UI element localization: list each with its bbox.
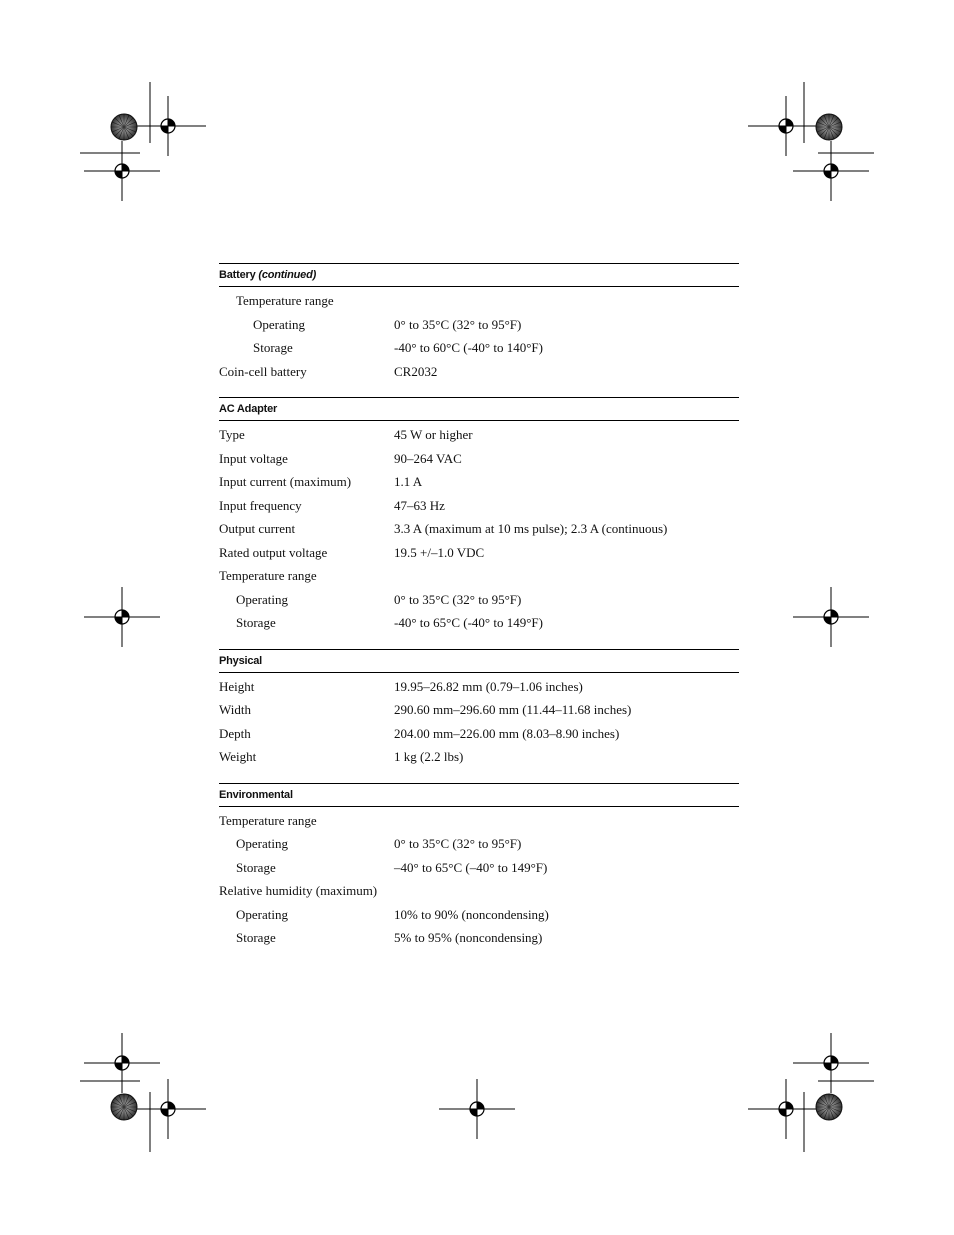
spec-value: 290.60 mm–296.60 mm (11.44–11.68 inches) xyxy=(394,702,632,717)
spec-label: Storage xyxy=(236,615,276,630)
spec-row xyxy=(219,588,739,612)
spec-row xyxy=(219,336,739,360)
spec-label: Input frequency xyxy=(219,497,302,513)
spec-value: –40° to 65°C (–40° to 149°F) xyxy=(394,859,548,875)
spec-value: 3.3 A (maximum at 10 ms pulse); 2.3 A (continuous) xyxy=(394,521,668,536)
spec-value xyxy=(394,289,739,313)
spec-value: 47–63 Hz xyxy=(394,497,445,513)
section-title: Physical xyxy=(219,654,263,667)
spec-value: 19.95–26.82 mm (0.79–1.06 inches) xyxy=(394,678,583,694)
spec-value: 19.5 +/–1.0 VDC xyxy=(394,544,485,560)
spec-value: 1.1 A xyxy=(394,474,423,489)
spec-value: CR2032 xyxy=(394,363,438,379)
section-title-suffix: (continued) xyxy=(258,269,317,281)
spec-value: 0° to 35°C (32° to 95°F) xyxy=(394,591,522,607)
spec-section xyxy=(219,263,739,383)
spec-row xyxy=(219,698,739,722)
spec-label: Rated output voltage xyxy=(219,544,328,560)
spec-section xyxy=(219,649,739,769)
spec-value: 0° to 35°C (32° to 95°F) xyxy=(394,836,522,851)
spec-value: 204.00 mm–226.00 mm (8.03–8.90 inches) xyxy=(394,725,620,741)
spec-row xyxy=(219,879,739,903)
spec-label: Temperature range xyxy=(236,293,334,308)
spec-row xyxy=(219,611,739,635)
spec-label: Temperature range xyxy=(219,568,317,583)
spec-row xyxy=(219,832,739,856)
spec-label: Height xyxy=(219,678,255,694)
spec-label: Coin-cell battery xyxy=(219,363,307,379)
spec-value: 90–264 VAC xyxy=(394,450,462,466)
spec-value: 10% to 90% (noncondensing) xyxy=(394,906,549,922)
spec-value: 45 W or higher xyxy=(394,427,473,442)
spec-value: 5% to 95% (noncondensing) xyxy=(394,930,543,945)
section-title: Environmental xyxy=(219,788,293,801)
spec-label: Depth xyxy=(219,725,251,741)
spec-row xyxy=(219,809,739,833)
spec-row xyxy=(219,541,739,565)
spec-label: Weight xyxy=(219,749,257,764)
spec-row xyxy=(219,423,739,447)
spec-row xyxy=(219,360,739,384)
spec-row xyxy=(219,289,739,313)
spec-label: Relative humidity (maximum) xyxy=(219,883,378,898)
spec-section xyxy=(219,783,739,950)
spec-label: Storage xyxy=(236,930,276,945)
section-header xyxy=(219,397,739,421)
spec-row xyxy=(219,564,739,588)
spec-label: Temperature range xyxy=(219,812,317,828)
spec-section xyxy=(219,397,739,635)
spec-row xyxy=(219,856,739,880)
spec-row xyxy=(219,926,739,950)
section-header xyxy=(219,649,739,673)
spec-row xyxy=(219,494,739,518)
spec-row xyxy=(219,745,739,769)
spec-row xyxy=(219,470,739,494)
section-header xyxy=(219,783,739,807)
section-title: AC Adapter xyxy=(219,403,278,415)
spec-value: -40° to 65°C (-40° to 149°F) xyxy=(394,615,543,630)
spec-label: Operating xyxy=(236,591,288,607)
specifications-table xyxy=(219,263,739,950)
spec-label: Type xyxy=(219,427,245,442)
spec-value xyxy=(394,879,739,903)
spec-label: Input voltage xyxy=(219,450,288,466)
spec-value: 1 kg (2.2 lbs) xyxy=(394,749,464,764)
spec-label: Operating xyxy=(236,836,288,851)
spec-row xyxy=(219,517,739,541)
section-title: Battery xyxy=(219,269,256,281)
spec-label: Width xyxy=(219,702,251,717)
spec-row xyxy=(219,313,739,337)
spec-value: 0° to 35°C (32° to 95°F) xyxy=(394,316,522,332)
spec-row xyxy=(219,447,739,471)
spec-label: Output current xyxy=(219,521,296,536)
section-header xyxy=(219,263,739,287)
spec-row xyxy=(219,722,739,746)
spec-value: -40° to 60°C (-40° to 140°F) xyxy=(394,340,543,355)
spec-label: Operating xyxy=(253,316,305,332)
spec-label: Storage xyxy=(253,340,293,355)
spec-row xyxy=(219,903,739,927)
spec-row xyxy=(219,675,739,699)
spec-value xyxy=(394,564,739,588)
spec-label: Storage xyxy=(236,859,276,875)
spec-label: Operating xyxy=(236,906,288,922)
spec-label: Input current (maximum) xyxy=(219,474,352,489)
spec-value xyxy=(394,809,739,833)
